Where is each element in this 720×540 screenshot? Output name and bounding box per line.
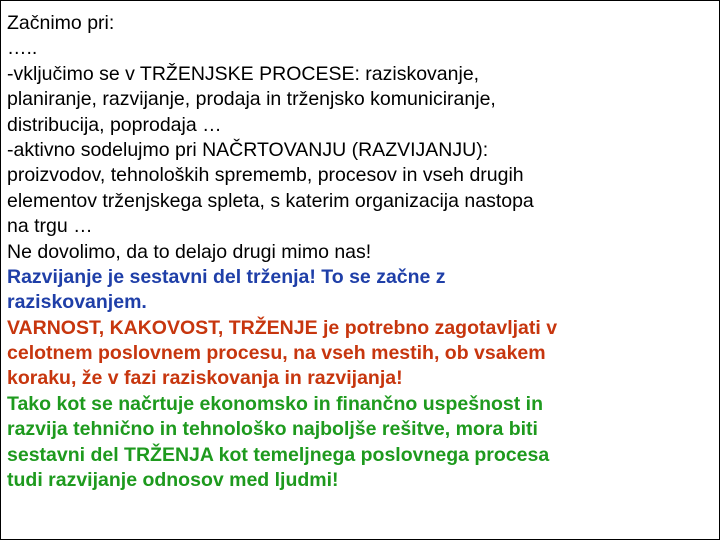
intro-heading: Začnimo pri:: [7, 12, 115, 34]
planning-line-2: proizvodov, tehnoloških sprememb, procesov in vseh drugih: [7, 164, 524, 187]
development-line-2: raziskovanjem.: [7, 291, 147, 314]
relationships-line-3: sestavni del TRŽENJA kot temeljnega poslovnega procesa: [7, 443, 550, 466]
safety-quality-line-3: koraku, že v fazi raziskovanja in razvijanja!: [7, 367, 403, 390]
development-line-1: Razvijanje je sestavni del trženja! To se začne z: [7, 265, 446, 288]
slide-text-body: [7, 11, 715, 493]
planning-line-1: -aktivno sodelujmo pri NAČRTOVANJU (RAZVIJANJU):: [7, 138, 489, 161]
marketing-processes-line-1: -vključimo se v TRŽENJSKE PROCESE: raziskovanje,: [7, 62, 480, 85]
marketing-processes-line-2: planiranje, razvijanje, prodaja in trženjsko komuniciranje,: [7, 88, 496, 111]
relationships-line-4: tudi razvijanje odnosov med ljudmi!: [7, 469, 339, 492]
ellipsis-line: …..: [7, 37, 38, 60]
warning-line: Ne dovolimo, da to delajo drugi mimo nas!: [7, 240, 372, 263]
relationships-line-1: Tako kot se načrtuje ekonomsko in finančno uspešnost in: [7, 392, 543, 415]
safety-quality-line-1: VARNOST, KAKOVOST, TRŽENJE je potrebno zagotavljati v: [7, 316, 558, 339]
planning-line-3: elementov trženjskega spleta, s katerim organizacija nastopa: [7, 189, 534, 212]
marketing-processes-line-3: distribucija, poprodaja …: [7, 113, 222, 136]
planning-line-4: na trgu …: [7, 215, 93, 238]
safety-quality-line-2: celotnem poslovnem procesu, na vseh mestih, ob vsakem: [7, 342, 546, 365]
relationships-line-2: razvija tehnično in tehnološko najboljše rešitve, mora biti: [7, 418, 538, 441]
